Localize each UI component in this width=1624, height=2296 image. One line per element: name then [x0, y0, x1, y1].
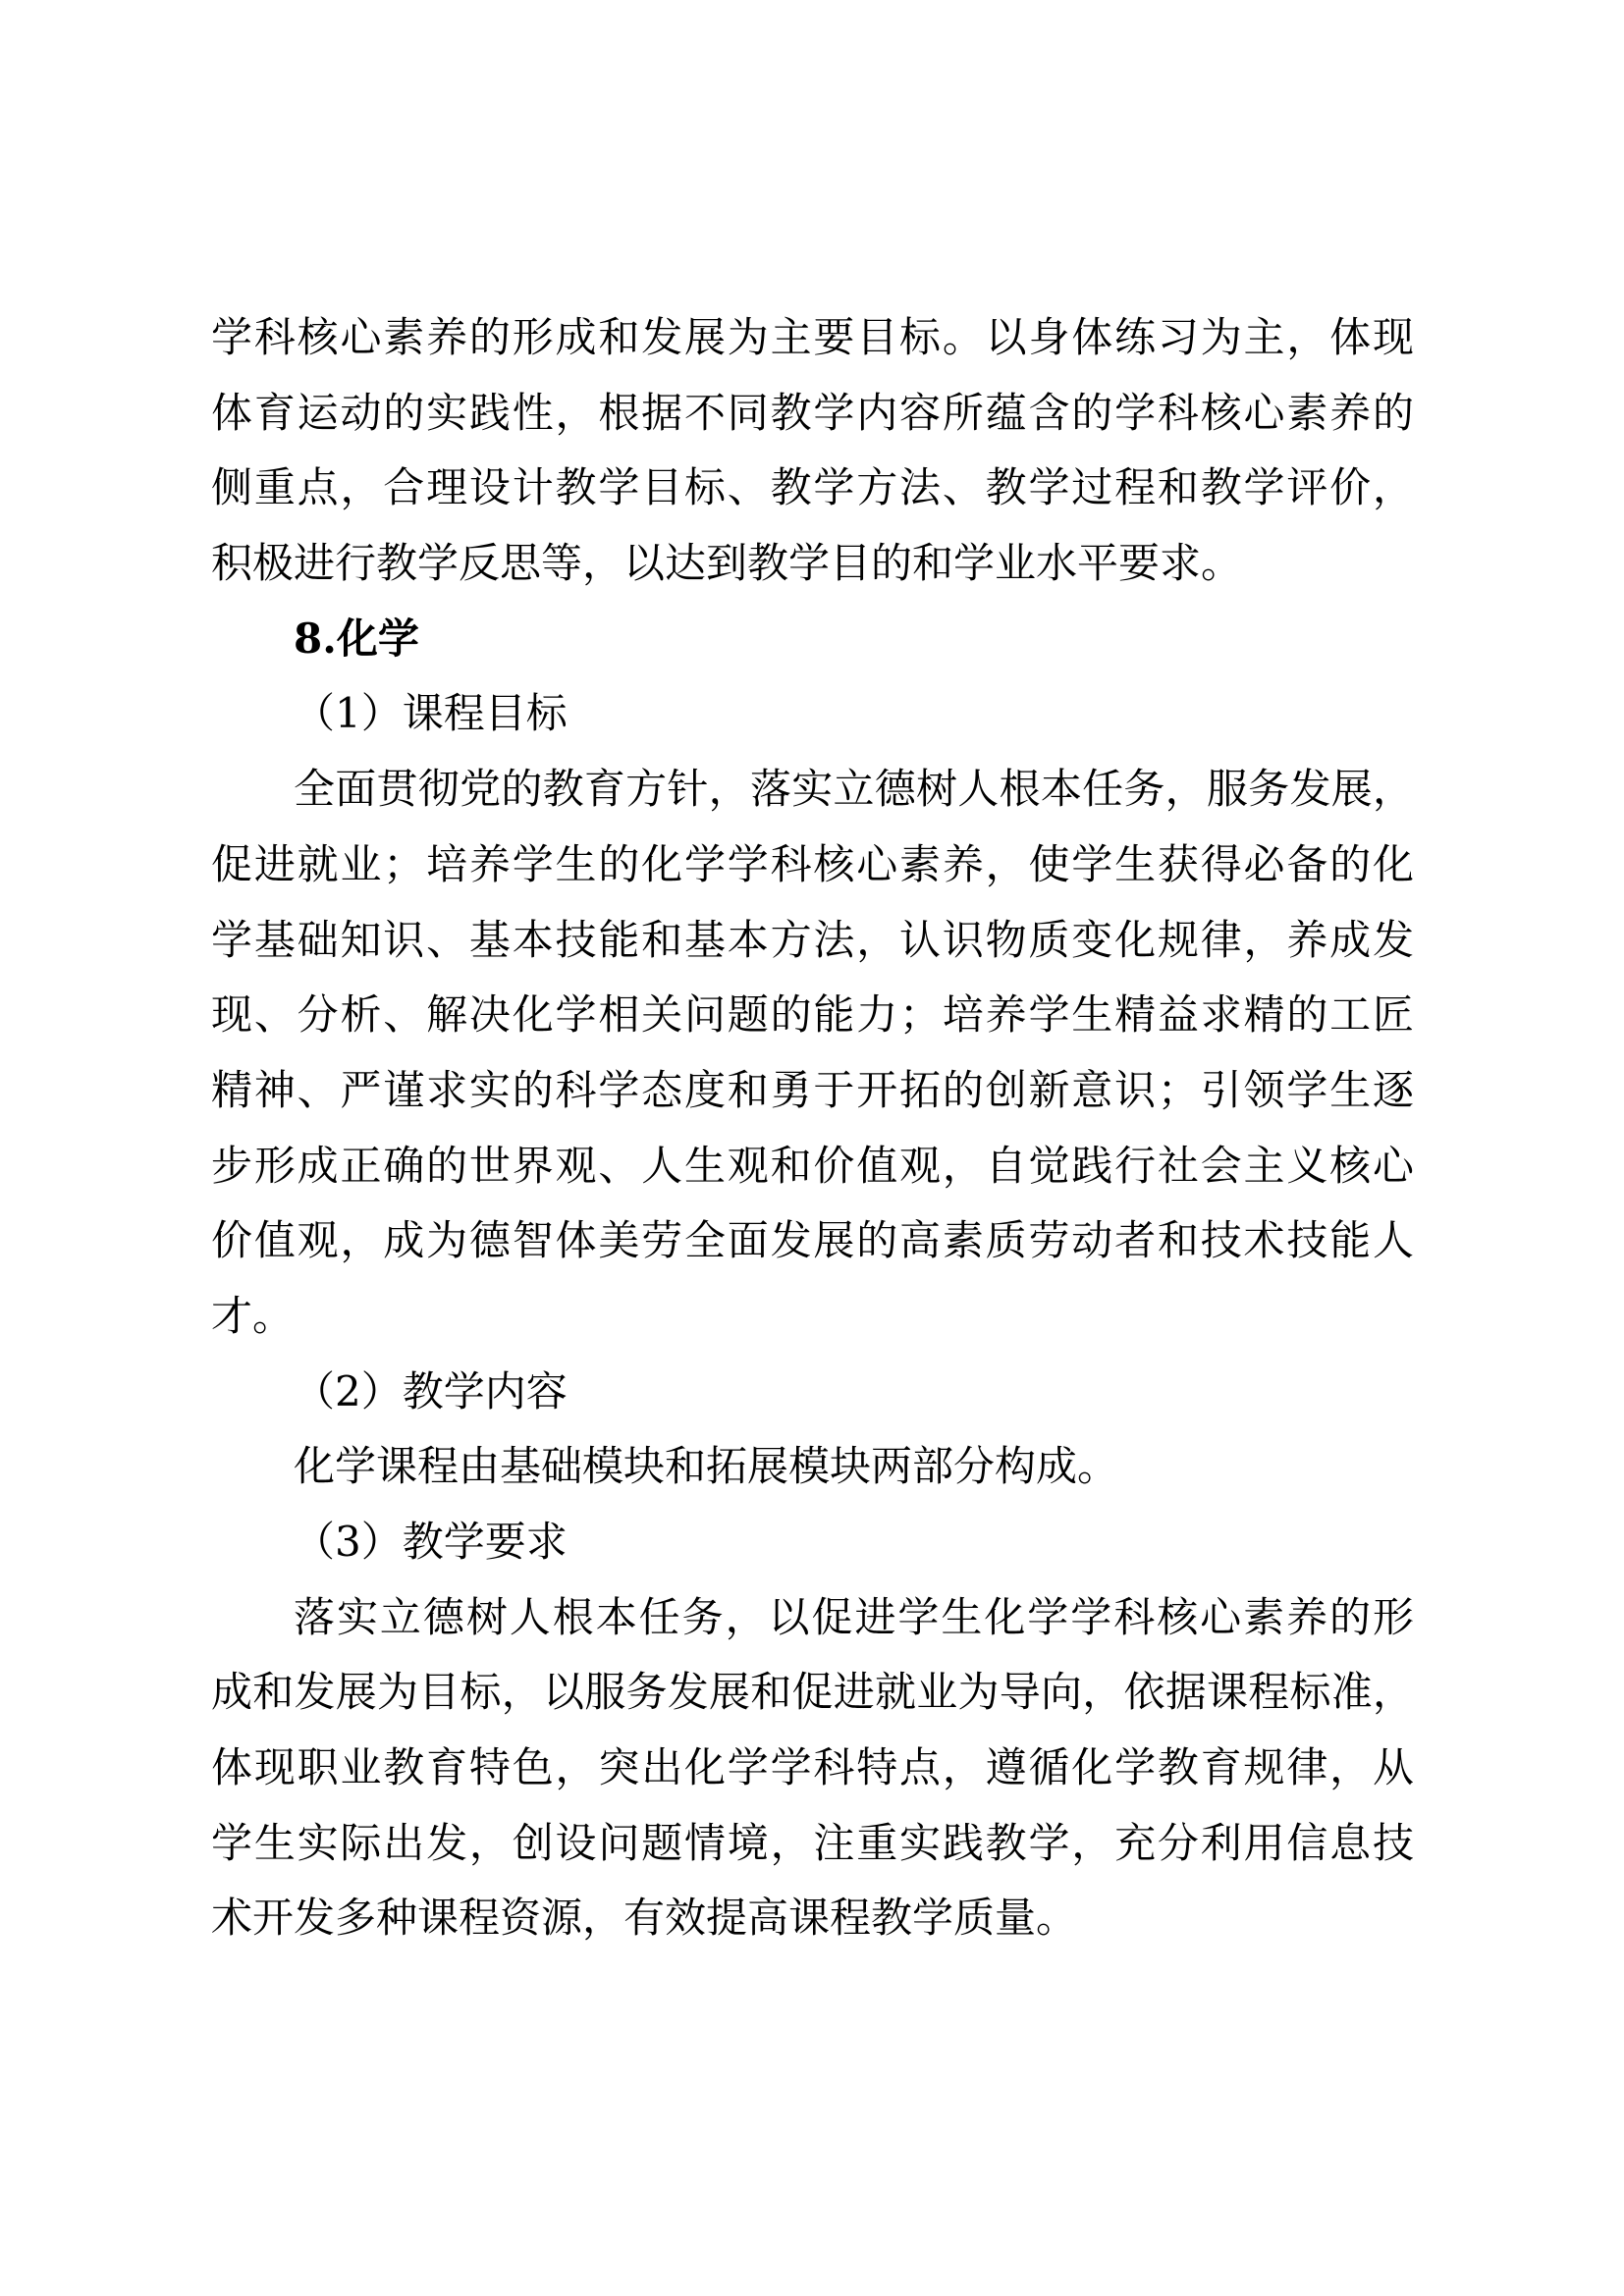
- text-line: 学科核心素养的形成和发展为主要目标。以身体练习为主，体现: [211, 313, 1414, 361]
- text-line: 步形成正确的世界观、人生观和价值观，自觉践行社会主义核心: [211, 1141, 1414, 1190]
- text-line: （2）教学内容: [294, 1366, 568, 1415]
- text-line: （3）教学要求: [294, 1518, 568, 1566]
- text-line: 才。: [211, 1291, 295, 1340]
- text-line: 价值观，成为德智体美劳全面发展的高素质劳动者和技术技能人: [211, 1216, 1414, 1265]
- text-line: 体现职业教育特色，突出化学学科特点，遵循化学教育规律，从: [211, 1743, 1414, 1792]
- text-line: 积极进行教学反思等，以达到教学目的和学业水平要求。: [211, 539, 1243, 588]
- text-line: 学基础知识、基本技能和基本方法，认识物质变化规律，养成发: [211, 915, 1414, 964]
- subheading-teaching-requirements: [211, 1505, 1414, 1580]
- text-line: 体育运动的实践性，根据不同教学内容所蕴含的学科核心素养的: [211, 388, 1414, 437]
- paragraph-pe-requirements-continued: [211, 300, 1414, 602]
- text-line: 侧重点，合理设计教学目标、教学方法、教学过程和教学评价，: [211, 463, 1414, 512]
- text-line: 术开发多种课程资源，有效提高课程教学质量。: [211, 1894, 1078, 1943]
- paragraph-teaching-requirements: [211, 1580, 1414, 1956]
- text-line: 化学课程由基础模块和拓展模块两部分构成。: [294, 1442, 1119, 1491]
- text-line: 现、分析、解决化学相关问题的能力；培养学生精益求精的工匠: [211, 990, 1414, 1040]
- paragraph-course-objectives: [211, 752, 1414, 1355]
- text-line: 8.化学: [294, 614, 419, 663]
- text-line: 成和发展为目标，以服务发展和促进就业为导向，依据课程标准，: [211, 1668, 1414, 1717]
- text-line: 落实立德树人根本任务，以促进学生化学学科核心素养的形: [294, 1592, 1414, 1641]
- paragraph-teaching-content: [211, 1429, 1414, 1505]
- heading-chemistry: [211, 602, 1414, 677]
- text-line: 全面贯彻党的教育方针，落实立德树人根本任务，服务发展，: [294, 765, 1414, 814]
- text-line: 精神、严谨求实的科学态度和勇于开拓的创新意识；引领学生逐: [211, 1065, 1414, 1114]
- text-line: 促进就业；培养学生的化学学科核心素养，使学生获得必备的化: [211, 839, 1414, 888]
- document-text-blocks: [211, 300, 1414, 1956]
- text-line: （1）课程目标: [294, 689, 568, 738]
- subheading-teaching-content: [211, 1355, 1414, 1430]
- subheading-course-objectives: [211, 676, 1414, 752]
- text-line: 学生实际出发，创设问题情境，注重实践教学，充分利用信息技: [211, 1818, 1414, 1867]
